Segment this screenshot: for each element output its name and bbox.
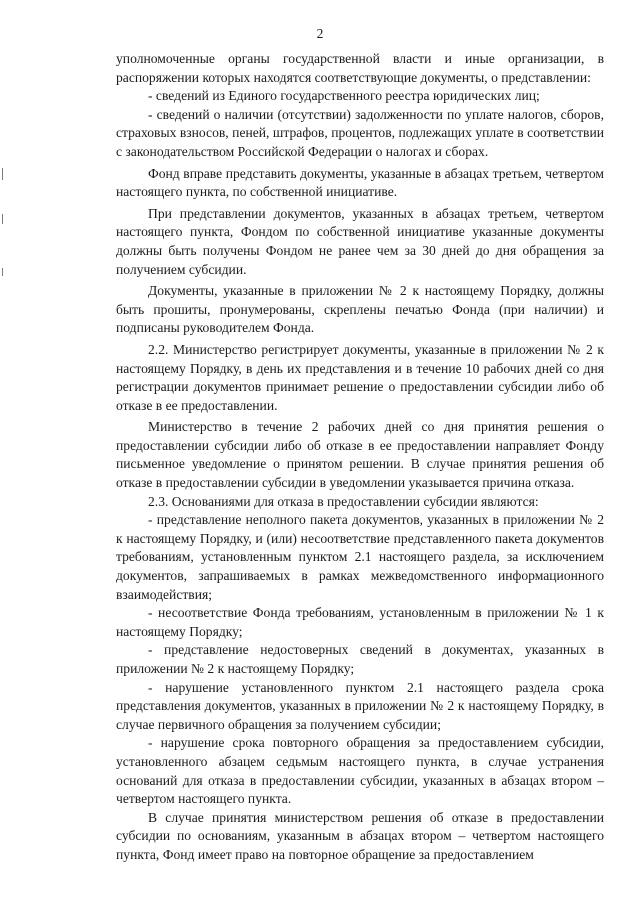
paragraph: При представлении документов, указанных в абзацах третьем, четвертом настоящего пункта, Фондом по собственной инициативе указанные документы должны быть получены Фондом не ранее чем за 30 дней до дня обращения за получением субсидии. [116,205,604,277]
scan-margin-mark [2,214,3,224]
paragraph: - нарушение срока повторного обращения за предоставлением субсидии, установленного абзацем седьмым настоящего пункта, в случае устранения оснований для отказа в предоставлении субсидии, указанных в абзацах втором – четвертом настоящего пункта. [116,735,604,807]
paragraph: В случае принятия министерством решения об отказе в предоставлении субсидии по основаниям, указанным в абзацах втором – четвертом настоящего пункта, Фонд имеет право на повторное обращение за предоставлением [116,809,604,862]
scan-margin-mark [2,268,3,276]
paragraph: - сведений о наличии (отсутствии) задолженности по уплате налогов, сборов, страховых взносов, пеней, штрафов, процентов, подлежащих уплате в соответствии с законодательством Российской Федерации о налогах и сборах. [116,106,604,159]
paragraph: 2.3. Основаниями для отказа в предоставлении субсидии являются: [148,493,539,509]
paragraph: Документы, указанные в приложении № 2 к настоящему Порядку, должны быть прошиты, пронумерованы, скреплены печатью Фонда (при наличии) и подписаны руководителем Фонда. [116,283,604,336]
document-text [116,50,604,865]
paragraph: - представление неполного пакета документов, указанных в приложении № 2 к настоящему Порядку, и (или) несоответствие представленного пакета документов требованиям, установленным пунктом 2.1 настоящего раздела, за исключением документов, запрашиваемых в рамках межведомственного информационного взаимодействия; [116,512,604,602]
paragraph: Министерство в течение 2 рабочих дней со дня принятия решения о предоставлении субсидии либо об отказе в ее предоставлении направляет Фонду письменное уведомление о принятом решении. В случае принятия решения об отказе в предоставлении субсидии в уведомлении указывается причина отказа. [116,419,604,491]
paragraph: уполномоченные органы государственной власти и иные организации, в распоряжении которых находятся соответствующие документы, о представлении: [116,51,604,85]
paragraph: - нарушение установленного пунктом 2.1 настоящего раздела срока представления документов, указанных в приложении № 2 к настоящему Порядку, в случае первичного обращения за получением субсидии; [116,679,604,732]
paragraph: 2.2. Министерство регистрирует документы, указанные в приложении № 2 к настоящему Порядку, в день их представления и в течение 10 рабочих дней со дня регистрации документов принимает решение о предоставлении субсидии либо об отказе в ее предоставлении. [116,341,604,413]
paragraph: - сведений из Единого государственного реестра юридических лиц; [148,88,540,104]
page-number: 2 [316,26,324,41]
paragraph: - несоответствие Фонда требованиям, установленным в приложении № 1 к настоящему Порядку; [116,605,604,639]
scan-margin-mark [2,168,3,180]
paragraph: - представление недостоверных сведений в документах, указанных в приложении № 2 к настоящему Порядку; [116,642,604,676]
paragraph: Фонд вправе представить документы, указанные в абзацах третьем, четвертом настоящего пункта, по собственной инициативе. [116,165,604,200]
